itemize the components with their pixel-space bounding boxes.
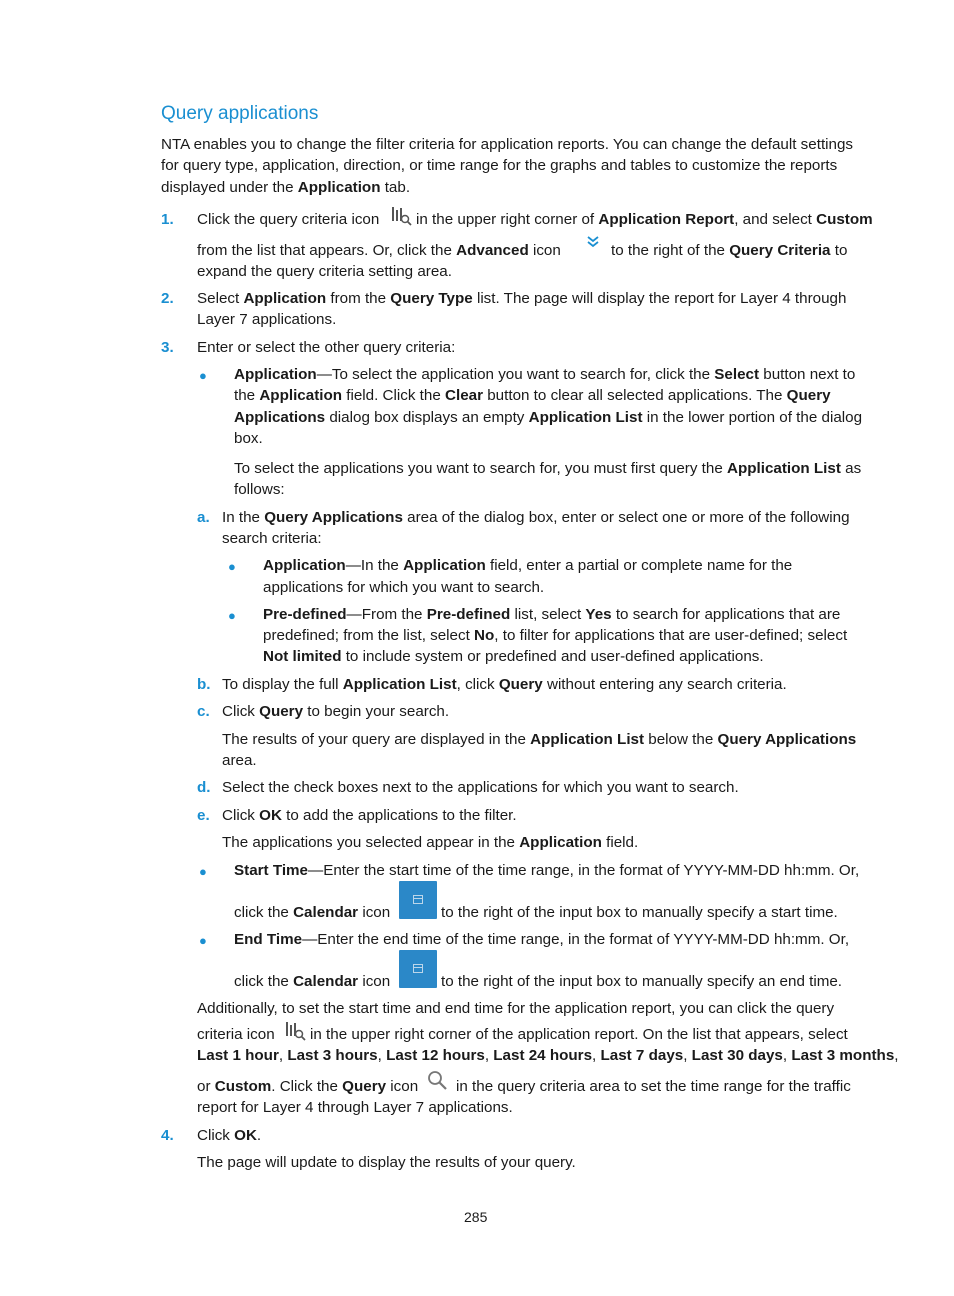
substep-e-para-2: The applications you selected appear in the Application field.	[222, 834, 639, 851]
query-criteria-icon	[284, 1020, 308, 1042]
additional-line-4b: in the query criteria area to set the time range for the traffic	[456, 1078, 851, 1095]
start-time-line-2a: click the Calendar icon	[234, 904, 391, 921]
application-criteria-line-2: applications for which you want to search.	[263, 579, 545, 596]
intro-line-2: for query type, application, direction, or time range for the graphs and tables to customize the reports	[161, 157, 838, 174]
intro-line-3: displayed under the Application tab.	[161, 179, 411, 196]
step-1-number: 1.	[161, 211, 174, 228]
substep-c-line-1: Click Query to begin your search.	[222, 703, 450, 720]
additional-line-5: report for Layer 4 through Layer 7 applications.	[197, 1099, 513, 1116]
step-1-line-1a: Click the query criteria icon	[197, 211, 380, 228]
calendar-icon	[399, 881, 437, 919]
application-para-2-line-2: follows:	[234, 481, 285, 498]
application-para-2-line-1: To select the applications you want to search for, you must first query the Application List as	[234, 460, 862, 477]
substep-d-letter: d.	[197, 779, 211, 796]
substep-a-line-2: search criteria:	[222, 530, 322, 547]
substep-c-para-2-line-1: The results of your query are displayed in the Application List below the Query Applications	[222, 731, 857, 748]
application-line-2: the Application field. Click the Clear button to clear all selected applications. The Query	[234, 387, 831, 404]
predefined-line-2: predefined; from the list, select No, to filter for applications that are user-defined; select	[263, 627, 848, 644]
additional-line-1: Additionally, to set the start time and end time for the application report, you can click the query	[197, 1000, 835, 1017]
additional-line-3: Last 1 hour, Last 3 hours, Last 12 hours, Last 24 hours, Last 7 days, Last 30 days, Last 3 months,	[197, 1047, 899, 1064]
page-number: 285	[464, 1209, 488, 1225]
step-2-number: 2.	[161, 290, 174, 307]
additional-line-4a: or Custom. Click the Query icon	[197, 1078, 419, 1095]
calendar-icon	[399, 950, 437, 988]
predefined-line-3: Not limited to include system or predefined and user-defined applications.	[263, 648, 764, 665]
substep-a-letter: a.	[197, 509, 210, 526]
end-time-line-2a: click the Calendar icon	[234, 973, 391, 990]
step-1-line-1b: in the upper right corner of Application Report, and select Custom	[416, 211, 873, 228]
step-3-number: 3.	[161, 339, 174, 356]
step-1-line-3: expand the query criteria setting area.	[197, 263, 452, 280]
predefined-bullet: ●	[228, 608, 236, 623]
substep-b-letter: b.	[197, 676, 211, 693]
search-icon	[426, 1069, 448, 1091]
step-2-line-1: Select Application from the Query Type list. The page will display the report for Layer 4 through	[197, 290, 847, 307]
start-time-line-1: Start Time—Enter the start time of the time range, in the format of YYYY-MM-DD hh:mm. Or,	[234, 862, 860, 879]
intro-line-1: NTA enables you to change the filter criteria for application reports. You can change the default settings	[161, 136, 854, 153]
application-line-1: Application—To select the application you want to search for, click the Select button next to	[234, 366, 856, 383]
start-time-bullet: ●	[199, 864, 207, 879]
step-4-line-1: Click OK.	[197, 1127, 262, 1144]
advanced-chevron-icon	[586, 235, 600, 249]
end-time-line-1: End Time—Enter the end time of the time range, in the format of YYYY-MM-DD hh:mm. Or,	[234, 931, 850, 948]
step-1-line-2a: from the list that appears. Or, click the Advanced icon	[197, 242, 561, 259]
start-time-line-2b: to the right of the input box to manually specify a start time.	[441, 904, 838, 921]
step-3-line-1: Enter or select the other query criteria:	[197, 339, 456, 356]
substep-e-line-1: Click OK to add the applications to the filter.	[222, 807, 517, 824]
step-4-number: 4.	[161, 1127, 174, 1144]
predefined-line-1: Pre-defined—From the Pre-defined list, select Yes to search for applications that are	[263, 606, 841, 623]
application-criteria-bullet: ●	[228, 559, 236, 574]
substep-e-letter: e.	[197, 807, 210, 824]
additional-line-2b: in the upper right corner of the application report. On the list that appears, select	[310, 1026, 848, 1043]
substep-a-line-1: In the Query Applications area of the dialog box, enter or select one or more of the following	[222, 509, 850, 526]
substep-c-para-2-line-2: area.	[222, 752, 257, 769]
step-4-para-2: The page will update to display the results of your query.	[197, 1154, 576, 1171]
application-bullet: ●	[199, 368, 207, 383]
end-time-line-2b: to the right of the input box to manually specify an end time.	[441, 973, 843, 990]
section-heading: Query applications	[161, 103, 319, 124]
query-criteria-icon	[390, 205, 414, 227]
substep-d-line-1: Select the check boxes next to the applications for which you want to search.	[222, 779, 739, 796]
application-line-3: Applications dialog box displays an empty Application List in the lower portion of the dialog	[234, 409, 863, 426]
step-2-line-2: Layer 7 applications.	[197, 311, 337, 328]
substep-b-line-1: To display the full Application List, click Query without entering any search criteria.	[222, 676, 787, 693]
application-line-4: box.	[234, 430, 263, 447]
substep-c-letter: c.	[197, 703, 210, 720]
step-1-line-2b: to the right of the Query Criteria to	[611, 242, 848, 259]
application-criteria-line-1: Application—In the Application field, enter a partial or complete name for the	[263, 557, 793, 574]
end-time-bullet: ●	[199, 933, 207, 948]
additional-line-2a: criteria icon	[197, 1026, 275, 1043]
